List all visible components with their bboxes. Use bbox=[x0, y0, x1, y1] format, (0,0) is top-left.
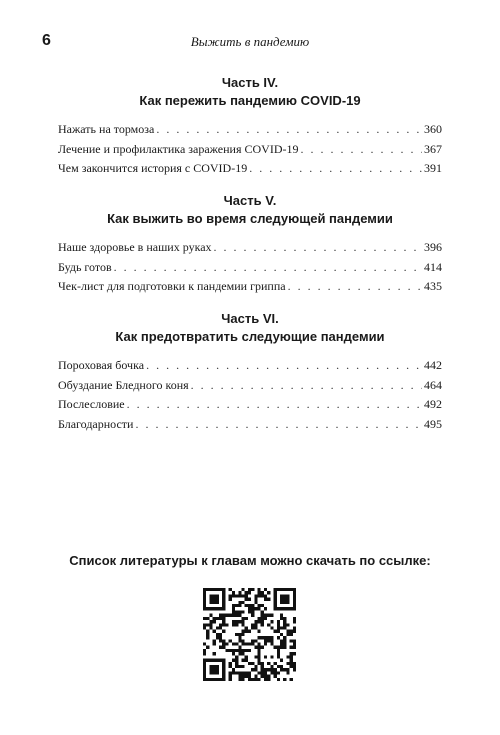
toc-entry[interactable] bbox=[58, 120, 442, 140]
toc-entry-page: 464 bbox=[424, 377, 442, 392]
toc-entry-page: 492 bbox=[424, 397, 442, 411]
toc-entry-title: Благодарности bbox=[58, 416, 134, 431]
page-number: 6 bbox=[42, 32, 51, 49]
toc-entry[interactable] bbox=[58, 238, 442, 258]
part-title: Как предотвратить следующие пандемии bbox=[115, 329, 385, 344]
toc-entry-title: Нажать на тормоза bbox=[58, 122, 155, 136]
toc-entry-title: Чем закончится история с COVID-19 bbox=[58, 161, 248, 175]
toc-entry[interactable] bbox=[58, 140, 442, 160]
dot-leader bbox=[156, 120, 422, 140]
dot-leader bbox=[135, 415, 422, 435]
toc-entry-page: 414 bbox=[424, 259, 442, 274]
toc-entry[interactable] bbox=[58, 159, 442, 179]
toc-entry-page: 435 bbox=[424, 279, 442, 293]
toc-entry-list bbox=[58, 238, 442, 297]
toc-entry[interactable] bbox=[58, 356, 442, 376]
toc-entry-title: Наше здоровье в наших руках bbox=[58, 240, 212, 254]
dot-leader bbox=[127, 395, 422, 415]
toc-part-6 bbox=[58, 310, 442, 434]
part-label: Часть V. bbox=[223, 193, 277, 208]
toc-entry[interactable] bbox=[58, 258, 442, 278]
toc-entry-title: Пороховая бочка bbox=[58, 358, 145, 372]
dot-leader bbox=[146, 356, 422, 376]
toc-entry-page: 442 bbox=[424, 358, 442, 372]
toc-entry[interactable] bbox=[58, 395, 442, 415]
part-label: Часть VI. bbox=[221, 311, 279, 326]
part-label: Часть IV. bbox=[221, 75, 279, 90]
toc-entry[interactable] bbox=[58, 415, 442, 435]
toc-entry-title: Будь готов bbox=[58, 259, 112, 274]
toc-entry-title: Чек-лист для подготовки к пандемии гриппа bbox=[58, 279, 286, 293]
running-title: Выжить в пандемию bbox=[190, 34, 310, 49]
dot-leader bbox=[191, 376, 422, 396]
toc-entry-list bbox=[58, 120, 442, 179]
toc-part-5 bbox=[58, 192, 442, 297]
dot-leader bbox=[114, 258, 422, 278]
toc-entry[interactable] bbox=[58, 277, 442, 297]
toc-entry-title: Лечение и профилактика заражения COVID-19 bbox=[58, 141, 299, 156]
toc-entry[interactable] bbox=[58, 376, 442, 396]
toc-entry-title: Обуздание Бледного коня bbox=[58, 377, 189, 392]
qr-code-icon[interactable] bbox=[203, 588, 296, 681]
dot-leader bbox=[214, 238, 422, 258]
toc-entry-title: Послесловие bbox=[58, 397, 125, 411]
dot-leader bbox=[301, 140, 423, 160]
dot-leader bbox=[288, 277, 422, 297]
toc-entry-page: 391 bbox=[424, 161, 442, 175]
toc-entry-list bbox=[58, 356, 442, 434]
toc-entry-page: 495 bbox=[424, 416, 442, 431]
toc-part-4 bbox=[58, 74, 442, 179]
toc-entry-page: 367 bbox=[424, 141, 442, 156]
dot-leader bbox=[249, 159, 422, 179]
download-note: Список литературы к главам можно скачать по ссылке: bbox=[69, 553, 431, 568]
toc-entry-page: 360 bbox=[424, 122, 442, 136]
toc-entry-page: 396 bbox=[424, 240, 442, 254]
part-title: Как выжить во время следующей пандемии bbox=[107, 211, 393, 226]
part-title: Как пережить пандемию COVID-19 bbox=[139, 93, 361, 108]
